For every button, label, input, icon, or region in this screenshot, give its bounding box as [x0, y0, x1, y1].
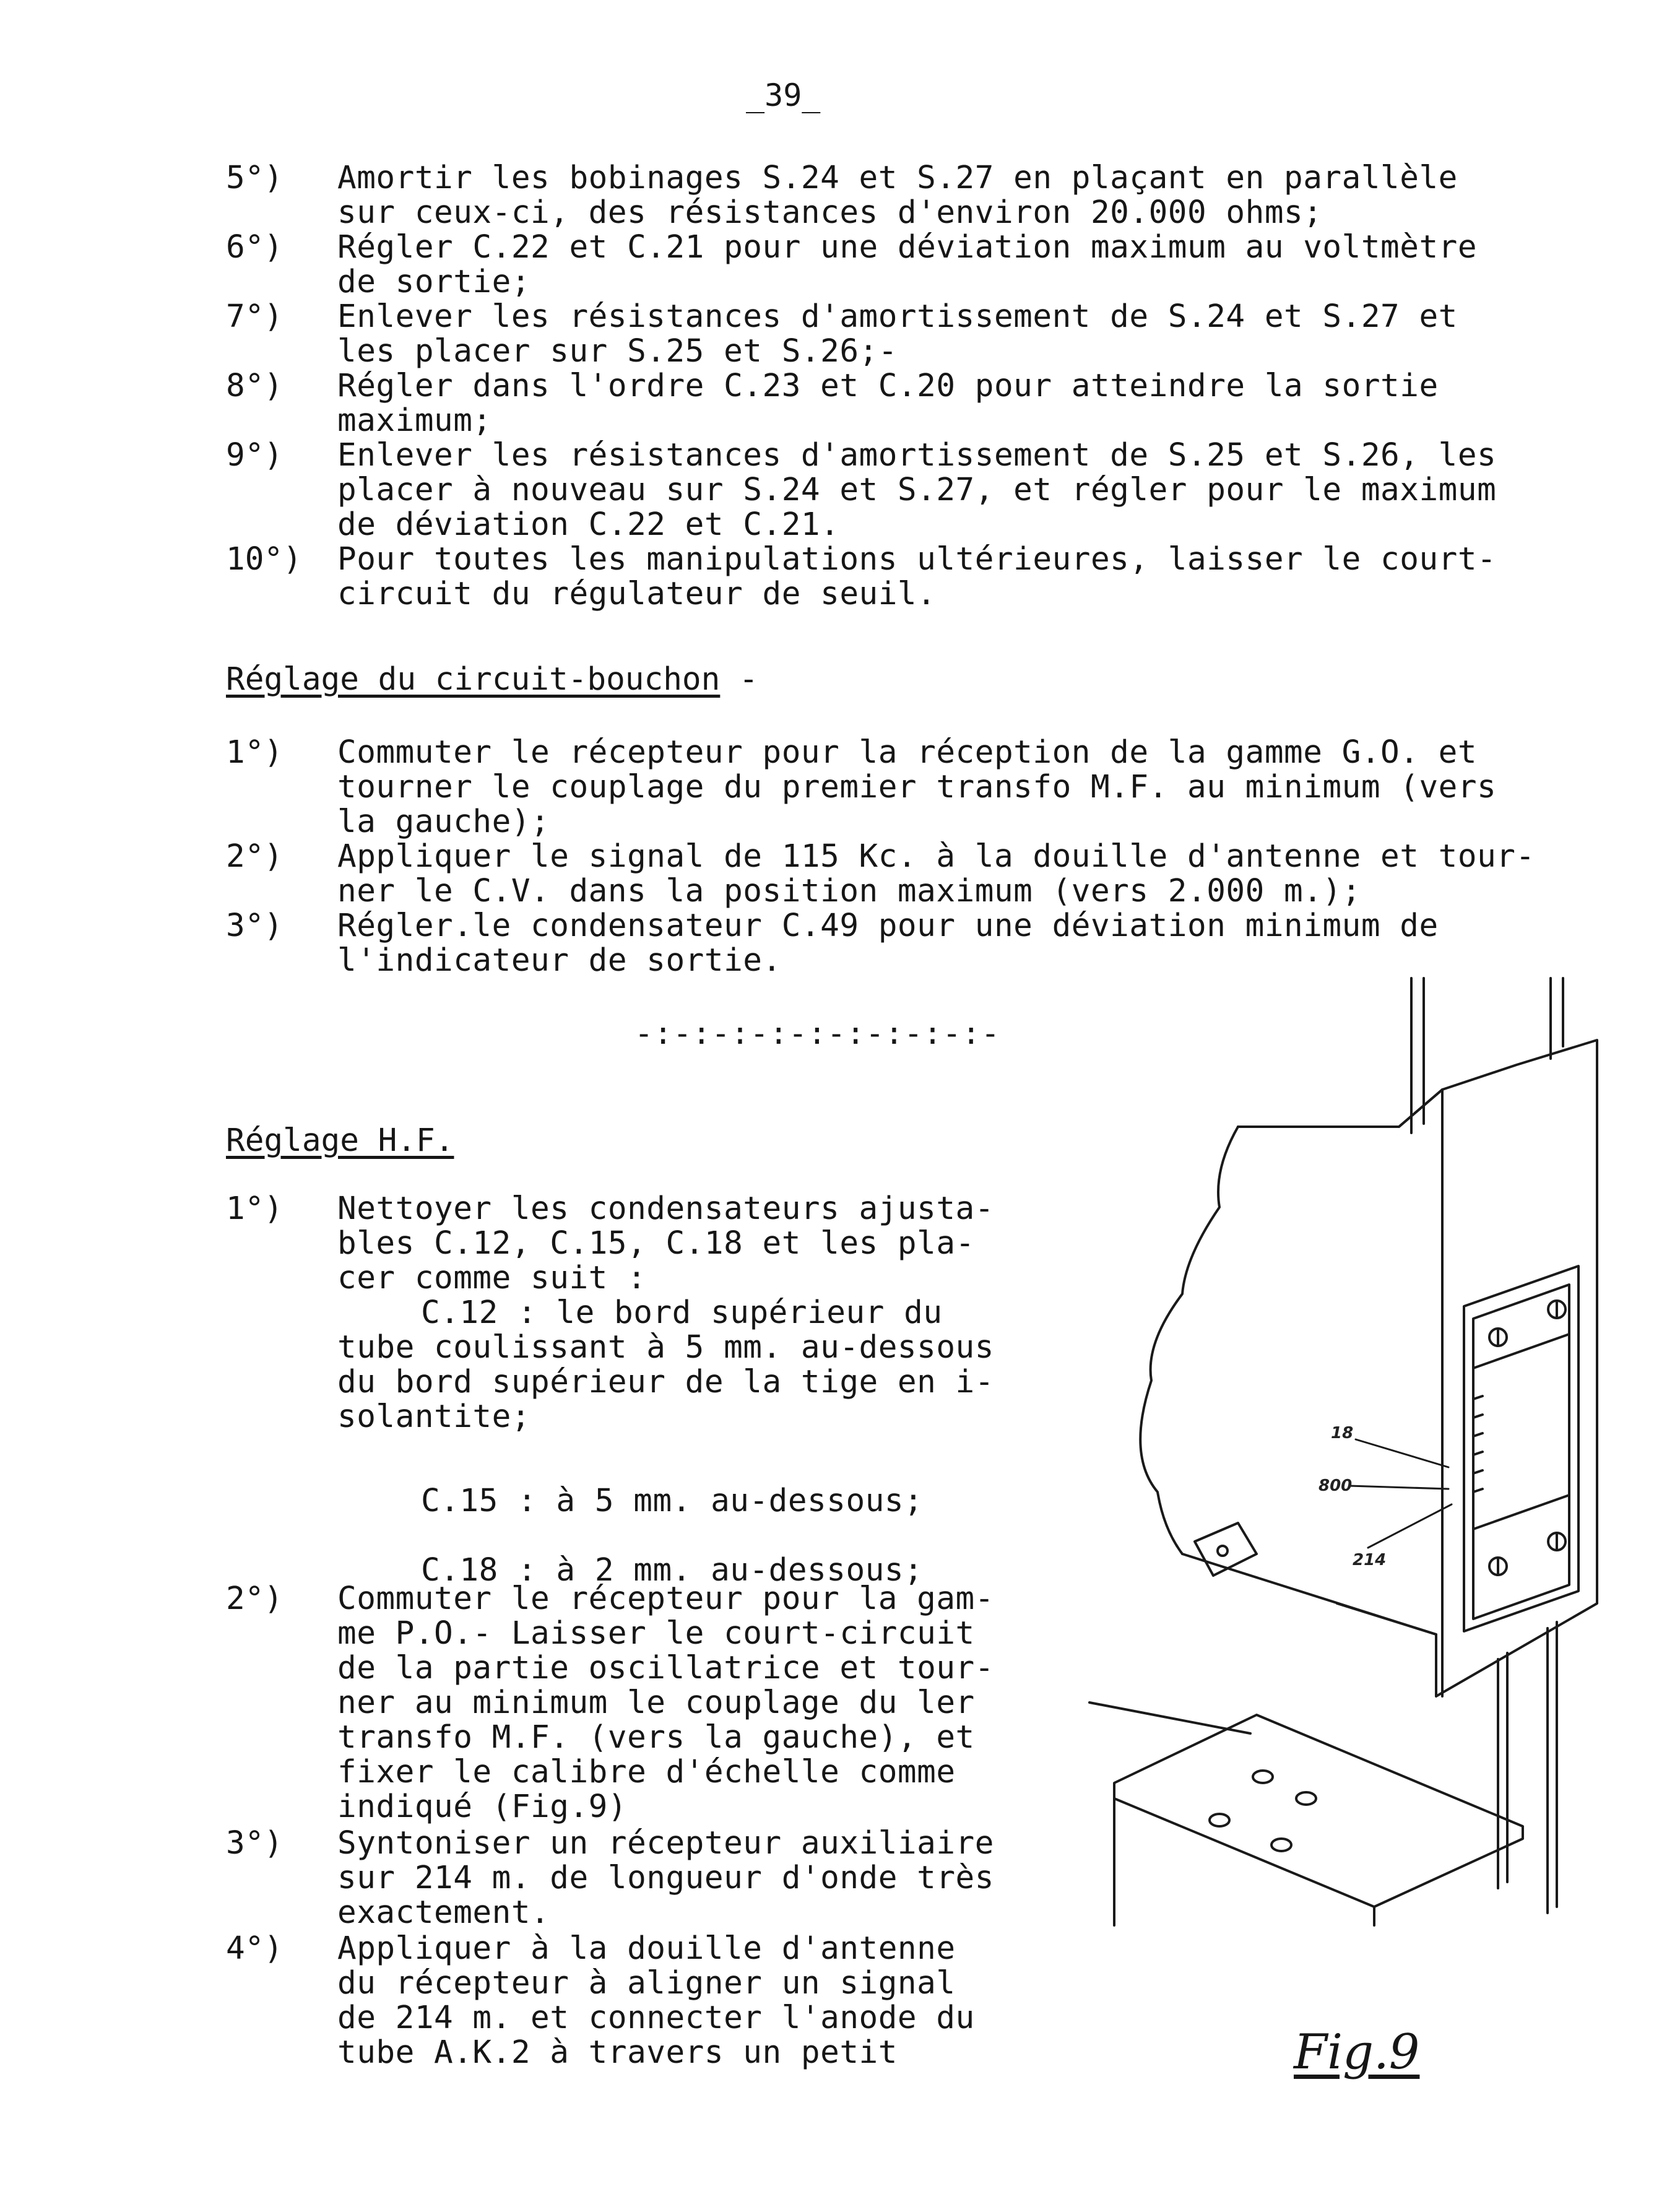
- text-line: C.15 : à 5 mm. au-dessous;: [421, 1483, 924, 1519]
- text-line: C.12 : le bord supérieur du: [421, 1295, 943, 1331]
- text-line: placer à nouveau sur S.24 et S.27, et régler pour le maximum: [337, 472, 1497, 508]
- text-line: Enlever les résistances d'amortissement de S.25 et S.26, les: [337, 437, 1497, 474]
- text-line: Commuter le récepteur pour la gam-: [337, 1581, 994, 1617]
- text-line: de sortie;: [337, 264, 531, 300]
- text-line: circuit du régulateur de seuil.: [337, 576, 937, 612]
- text-line: de déviation C.22 et C.21.: [337, 506, 840, 543]
- text-line: Régler.le condensateur C.49 pour une déviation minimum de: [337, 908, 1439, 944]
- text-line: bles C.12, C.15, C.18 et les pla-: [337, 1225, 975, 1262]
- text-line: de la partie oscillatrice et tour-: [337, 1650, 994, 1686]
- heading-title: Réglage H.F.: [226, 1122, 454, 1159]
- text-line: Syntoniser un récepteur auxiliaire: [337, 1825, 994, 1862]
- item-number: 5°): [226, 160, 284, 196]
- text-line: du récepteur à aligner un signal: [337, 1965, 956, 2002]
- text-line: cer comme suit :: [337, 1260, 647, 1296]
- item-number: 8°): [226, 368, 284, 404]
- text-line: Amortir les bobinages S.24 et S.27 en plaçant en parallèle: [337, 160, 1458, 196]
- text-line: ner au minimum le couplage du ler: [337, 1685, 975, 1721]
- text-line: maximum;: [337, 402, 492, 439]
- text-line: solantite;: [337, 1399, 531, 1435]
- text-line: indiqué (Fig.9): [337, 1789, 628, 1825]
- text-line: du bord supérieur de la tige en i-: [337, 1364, 994, 1400]
- figure-caption: Fig.9: [1294, 2024, 1420, 2080]
- text-line: tourner le couplage du premier transfo M.F. au minimum (vers: [337, 769, 1497, 805]
- figure-label: 18: [1331, 1424, 1354, 1442]
- text-line: C.18 : à 2 mm. au-dessous;: [421, 1552, 924, 1589]
- text-line: ner le C.V. dans la position maximum (vers 2.000 m.);: [337, 873, 1361, 909]
- item-number: 10°): [226, 541, 302, 578]
- text-line: Régler dans l'ordre C.23 et C.20 pour atteindre la sortie: [337, 368, 1439, 404]
- heading-title: Réglage du circuit-bouchon: [226, 661, 721, 698]
- text-line: les placer sur S.25 et S.26;-: [337, 333, 898, 370]
- item-number: 1°): [226, 734, 284, 771]
- text-line: transfo M.F. (vers la gauche), et: [337, 1719, 975, 1756]
- text-line: fixer le calibre d'échelle comme: [337, 1754, 956, 1790]
- text-line: Régler C.22 et C.21 pour une déviation maximum au voltmètre: [337, 229, 1478, 266]
- item-number: 7°): [226, 298, 284, 335]
- item-number: 3°): [226, 1825, 284, 1862]
- text-line: la gauche);: [337, 804, 550, 840]
- text-line: sur 214 m. de longueur d'onde très: [337, 1860, 994, 1896]
- separator: -:-:-:-:-:-:-:-:-:-: [634, 1015, 1000, 1051]
- text-line: Enlever les résistances d'amortissement de S.24 et S.27 et: [337, 298, 1458, 335]
- text-line: de 214 m. et connecter l'anode du: [337, 2000, 975, 2036]
- heading-suffix: -: [720, 661, 758, 698]
- section-heading-circuit-bouchon: [226, 662, 758, 697]
- item-number: 2°): [226, 1581, 284, 1617]
- text-line: tube A.K.2 à travers un petit: [337, 2034, 898, 2071]
- item-number: 2°): [226, 838, 284, 875]
- text-line: exactement.: [337, 1894, 550, 1931]
- text-line: tube coulissant à 5 mm. au-dessous: [337, 1329, 994, 1366]
- item-number: 4°): [226, 1930, 284, 1967]
- item-number: 6°): [226, 229, 284, 266]
- text-line: Appliquer à la douille d'antenne: [337, 1930, 956, 1967]
- text-line: Appliquer le signal de 115 Kc. à la douille d'antenne et tour-: [337, 838, 1535, 875]
- figure-label: 800: [1318, 1477, 1353, 1495]
- section-heading-hf: [226, 1124, 454, 1158]
- text-line: Nettoyer les condensateurs ajusta-: [337, 1191, 994, 1227]
- text-line: Commuter le récepteur pour la réception de la gamme G.O. et: [337, 734, 1478, 771]
- text-line: me P.O.- Laisser le court-circuit: [337, 1615, 975, 1652]
- page-number: _39_: [746, 77, 821, 113]
- item-number: 9°): [226, 437, 284, 474]
- figure-9-drawing: [1077, 972, 1671, 2136]
- text-line: sur ceux-ci, des résistances d'environ 20.000 ohms;: [337, 194, 1323, 231]
- item-number: 3°): [226, 908, 284, 944]
- figure-label: 214: [1353, 1551, 1387, 1569]
- text-line: Pour toutes les manipulations ultérieures, laisser le court-: [337, 541, 1497, 578]
- text-line: l'indicateur de sortie.: [337, 942, 782, 979]
- item-number: 1°): [226, 1191, 284, 1227]
